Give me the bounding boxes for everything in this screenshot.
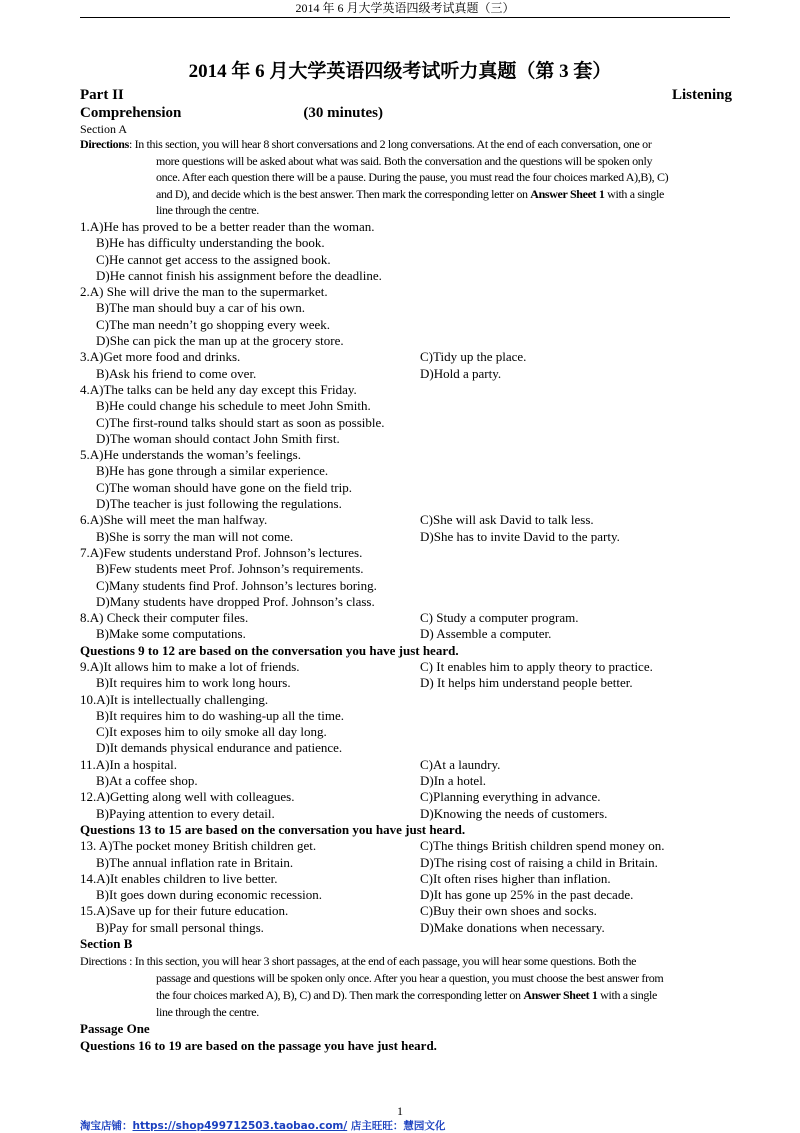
option: C)The first-round talks should start as soon as possible.	[96, 414, 385, 430]
option: D)She has to invite David to the party.	[420, 528, 620, 544]
option: B)The man should buy a car of his own.	[96, 300, 306, 316]
option: C)She will ask David to talk less.	[420, 512, 594, 528]
option: B)Few students meet Prof. Johnson’s requirements.	[96, 561, 364, 577]
question-3-row2	[80, 366, 732, 382]
question-7: 7.A)Few students understand Prof. Johnson’s lectures.	[80, 544, 363, 560]
page-footer	[80, 1118, 445, 1133]
option: D)Many students have dropped Prof. Johnson’s class.	[96, 593, 375, 609]
option: D) It helps him understand people better.	[420, 675, 633, 691]
directions-a-line: more questions will be asked about what was said. Both the conversation and the questions will be spoken only	[156, 153, 653, 168]
option: B)Ask his friend to come over.	[96, 365, 257, 381]
option: D)Hold a party.	[420, 365, 502, 381]
option: B)It goes down during economic recession.	[96, 887, 323, 903]
option: D)It has gone up 25% in the past decade.	[420, 887, 634, 903]
footer-prefix: 淘宝店铺：	[80, 1120, 133, 1132]
option: D)In a hotel.	[420, 773, 487, 789]
directions-b-line: passage and questions will be spoken only once. After you hear a question, you must choose the best answer from	[156, 971, 664, 986]
directions-a-line	[80, 186, 732, 203]
question-6	[80, 512, 732, 528]
option: B)He has gone through a similar experience.	[96, 463, 329, 479]
questions-9-12-heading: Questions 9 to 12 are based on the conversation you have just heard.	[80, 642, 459, 658]
option: D)The teacher is just following the regulations.	[96, 496, 342, 512]
time-limit: (30 minutes)	[303, 105, 383, 121]
option: C)The things British children spend money on.	[420, 838, 665, 854]
option: 15.A)Save up for their future education.	[80, 903, 289, 919]
option: 6.A)She will meet the man halfway.	[80, 512, 268, 528]
page-number: 1	[397, 1104, 403, 1118]
option: B)It requires him to do washing-up all the time.	[96, 707, 345, 723]
option: C)Tidy up the place.	[420, 349, 527, 365]
option: C)The woman should have gone on the field trip.	[96, 479, 352, 495]
directions-b-line: line through the centre.	[156, 1005, 259, 1020]
question-14	[80, 871, 732, 887]
shop-link[interactable]: https://shop499712503.taobao.com/	[132, 1120, 348, 1132]
option: C)At a laundry.	[420, 756, 501, 772]
questions-section-a	[80, 219, 732, 643]
questions-13-15-heading: Questions 13 to 15 are based on the conversation you have just heard.	[80, 821, 466, 837]
question-3	[80, 349, 732, 365]
directions-b-line: Directions : In this section, you will hear 3 short passages, at the end of each passage, you will hear some questions. Both the	[80, 954, 637, 969]
option: D)Make donations when necessary.	[420, 919, 605, 935]
option: 3.A)Get more food and drinks.	[80, 349, 241, 365]
option: D)She can pick the man up at the grocery store.	[96, 333, 344, 349]
option: 12.A)Getting along well with colleagues.	[80, 789, 295, 805]
question-9	[80, 659, 732, 675]
option: C) Study a computer program.	[420, 610, 579, 626]
option: C)Buy their own shoes and socks.	[420, 903, 597, 919]
option: D)Knowing the needs of customers.	[420, 805, 608, 821]
question-8	[80, 610, 732, 626]
directions-label: Directions	[80, 137, 129, 151]
questions-16-19-heading: Questions 16 to 19 are based on the passage you have just heard.	[80, 1037, 437, 1053]
passage-one-heading: Passage One	[80, 1021, 150, 1037]
question-12	[80, 789, 732, 805]
option: B)It requires him to work long hours.	[96, 675, 291, 691]
question-5: 5.A)He understands the woman’s feelings.	[80, 447, 301, 463]
part-heading	[80, 86, 732, 104]
option: B)Pay for small personal things.	[96, 919, 264, 935]
option: D)The woman should contact John Smith first.	[96, 430, 340, 446]
option: B)The annual inflation rate in Britain.	[96, 854, 294, 870]
option: B)Make some computations.	[96, 626, 246, 642]
option: B)He has difficulty understanding the book.	[96, 235, 325, 251]
comprehension-heading	[80, 104, 732, 122]
directions-a-text: and D), and decide which is the best answer. Then mark the corresponding letter on	[156, 186, 531, 201]
footer-suffix: 店主旺旺：慧园文化	[347, 1120, 446, 1132]
comprehension-label: Comprehension	[80, 105, 182, 121]
page-title: 2014 年 6 月大学英语四级考试听力真题（第 3 套）	[188, 61, 612, 82]
directions-b	[80, 953, 732, 1021]
question-8-row2	[80, 626, 732, 642]
option: C)He cannot get access to the assigned book.	[96, 251, 331, 267]
directions-a-line: once. After each question there will be a pause. During the pause, you must read the four choices marked A),B), C)	[156, 170, 669, 185]
directions-b-text: the four choices marked A), B), C) and D). Then mark the corresponding letter on	[156, 988, 524, 1003]
question-14-row2	[80, 887, 732, 903]
question-11	[80, 757, 732, 773]
directions-b-line	[80, 987, 732, 1004]
directions-a-line: : In this section, you will hear 8 short conversations and 2 long conversations. At the end of each conversation, one or	[128, 137, 652, 151]
directions-a	[80, 136, 732, 219]
option: 14.A)It enables children to live better.	[80, 870, 278, 886]
question-9-row2	[80, 675, 732, 691]
question-4: 4.A)The talks can be held any day except this Friday.	[80, 381, 357, 397]
question-2: 2.A) She will drive the man to the supermarket.	[80, 284, 328, 300]
option: C)Planning everything in advance.	[420, 789, 601, 805]
questions-9-12	[80, 659, 732, 822]
option: C) It enables him to apply theory to practice.	[420, 658, 653, 674]
option: 13. A)The pocket money British children get.	[80, 838, 317, 854]
option: 9.A)It allows him to make a lot of friends.	[80, 658, 300, 674]
question-6-row2	[80, 529, 732, 545]
directions-b-text: with a single	[597, 988, 657, 1003]
directions-a-line: line through the centre.	[156, 203, 259, 218]
section-a-label: Section A	[80, 122, 127, 136]
exam-content	[80, 86, 732, 1054]
part-listening: Listening	[671, 87, 732, 103]
option: 11.A)In a hospital.	[80, 756, 177, 772]
option: D)It demands physical endurance and patience.	[96, 740, 343, 756]
questions-13-15	[80, 838, 732, 936]
question-10: 10.A)It is intellectually challenging.	[80, 691, 269, 707]
option: C)The man needn’t go shopping every week.	[96, 316, 331, 332]
option: D)The rising cost of raising a child in Britain.	[420, 854, 658, 870]
option: B)Paying attention to every detail.	[96, 805, 275, 821]
page-header: 2014 年 6 月大学英语四级考试真题（三）	[80, 0, 730, 18]
question-15-row2	[80, 920, 732, 936]
option: C)It exposes him to oily smoke all day long.	[96, 724, 327, 740]
option: B)He could change his schedule to meet John Smith.	[96, 398, 371, 414]
question-13-row2	[80, 855, 732, 871]
section-b-label: Section B	[80, 936, 133, 952]
question-15	[80, 903, 732, 919]
option: C)It often rises higher than inflation.	[420, 870, 611, 886]
part-label: Part II	[80, 87, 124, 103]
option: B)She is sorry the man will not come.	[96, 528, 294, 544]
option: B)At a coffee shop.	[96, 773, 198, 789]
question-13	[80, 838, 732, 854]
option: C)Many students find Prof. Johnson’s lectures boring.	[96, 577, 377, 593]
option: D)He cannot finish his assignment before the deadline.	[96, 267, 382, 283]
directions-a-text: with a single	[604, 186, 664, 201]
question-1: 1.A)He has proved to be a better reader than the woman.	[80, 218, 375, 234]
answer-sheet-ref: Answer Sheet 1	[530, 186, 605, 201]
answer-sheet-ref: Answer Sheet 1	[523, 988, 598, 1003]
question-12-row2	[80, 806, 732, 822]
option: 8.A) Check their computer files.	[80, 610, 249, 626]
question-11-row2	[80, 773, 732, 789]
option: D) Assemble a computer.	[420, 626, 552, 642]
